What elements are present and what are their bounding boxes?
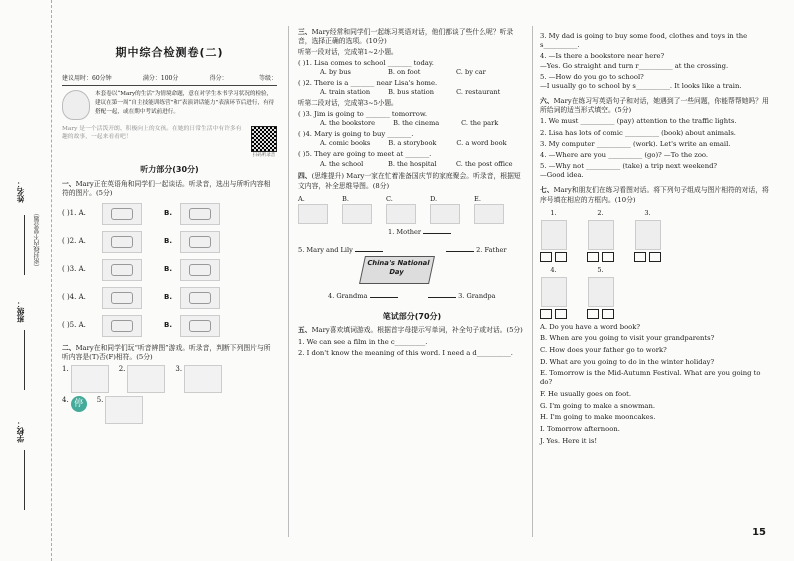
intro-block: [62, 126, 277, 159]
question-text: (思维提升) Mary一家在忙着准备国庆节的家庭聚会。听录音，根据短文内容，补全思维导图。(8分): [298, 172, 521, 190]
option-label: A.: [298, 194, 305, 203]
name-label: 姓名：: [16, 180, 25, 203]
item-number: 4.: [550, 265, 557, 274]
option-b-label: B.: [164, 293, 172, 302]
mc-option[interactable]: A. the bookstore: [320, 119, 376, 128]
item-number: 2.: [118, 365, 126, 374]
microphone-picture: [386, 204, 416, 224]
match-cell: [634, 209, 661, 262]
mc-option[interactable]: C. restaurant: [456, 88, 501, 97]
column-right: [540, 30, 770, 448]
qr-code-icon[interactable]: [251, 126, 277, 152]
intro-text: Mary 是一个活泼开朗、积极向上的女孩。在她的日常生活中有许多有趣的故事，一起来看看吧！: [62, 125, 242, 140]
option-b-picture[interactable]: [180, 203, 220, 225]
qr-label: 扫码听录音: [252, 152, 276, 158]
node-label: 4. Grandma: [328, 291, 368, 300]
pic-option: [474, 195, 512, 224]
mc-item: [298, 130, 526, 148]
option-b-picture[interactable]: [180, 259, 220, 281]
q7-option: G. I'm going to make a snowman.: [540, 401, 655, 410]
answer-box[interactable]: [587, 252, 599, 262]
q7-option: A. Do you have a word book?: [540, 322, 641, 331]
answer-blank[interactable]: [446, 246, 474, 252]
mc-stem: ( )2. There is a _______ near Lisa's home.: [298, 79, 438, 88]
match-cell: [587, 266, 614, 319]
plane-picture: [184, 365, 222, 393]
node-label: 1. Mother: [388, 227, 422, 236]
mc-options: [298, 88, 526, 97]
item-number: 5.: [96, 396, 104, 405]
mind-map-node: [446, 246, 507, 255]
q6-item[interactable]: 1. We must __________ (pay) attention to the traffic lights.: [540, 117, 737, 126]
column-divider: [288, 26, 289, 537]
option-b-label: B.: [164, 209, 172, 218]
mc-option[interactable]: C. the post office: [456, 159, 513, 168]
mc-item: [298, 59, 526, 77]
q2-row-1: [62, 365, 277, 393]
mc-stem: ( )3. Jim is going to _______ tomorrow.: [298, 110, 427, 119]
q4-picture-options: [298, 195, 526, 224]
mc-options: [298, 119, 526, 128]
q7-option: F. He usually goes on foot.: [540, 390, 632, 399]
column-middle: [298, 28, 526, 360]
question-number: 七、: [540, 186, 554, 195]
question-number: 二、: [62, 344, 76, 353]
q6-item[interactable]: 2. Lisa has lots of comic __________ (book) about animals.: [540, 128, 736, 137]
crossing-picture: [105, 396, 143, 424]
mc-item: [298, 150, 526, 168]
option-label: D.: [430, 194, 438, 203]
q1-row: [62, 200, 277, 228]
writing-section-title: 笔试部分(70分): [382, 311, 442, 321]
answer-box[interactable]: [602, 252, 614, 262]
cake-picture: [342, 204, 372, 224]
q7-option: I. Tomorrow afternoon.: [540, 425, 620, 434]
pic-option: [430, 195, 468, 224]
option-b-picture[interactable]: [180, 315, 220, 337]
q5-item[interactable]: 2. I don't know the meaning of this word. I need a d__________.: [298, 348, 513, 357]
column-left: [62, 28, 277, 424]
pic-option: [386, 195, 424, 224]
mind-map-center: China's National Day: [359, 256, 435, 284]
class-line: [24, 330, 25, 390]
option-a-picture[interactable]: [102, 287, 142, 309]
score-field[interactable]: 得分：: [209, 74, 228, 82]
q1-row: [62, 256, 277, 284]
tf-item: [62, 396, 87, 424]
question-text: Mary在练习写英语句子和对话，她遇到了一些问题，你能帮帮她吗？用所给词的适当形式填空。(5分): [540, 97, 769, 115]
page-number: 15: [752, 526, 766, 538]
mc-item: [298, 79, 526, 97]
answer-blank[interactable]: [423, 228, 451, 234]
answer-box[interactable]: [587, 309, 599, 319]
mind-map-node: [298, 246, 383, 255]
mind-map: [298, 228, 526, 308]
q1-picture-rows: [62, 200, 277, 340]
q5-item[interactable]: 5. —How do you go to school? —I usually go to school by s__________. It looks like a train.: [540, 72, 742, 90]
man-picture: [588, 220, 614, 250]
mc-item: [298, 110, 526, 128]
question-number: 五、: [298, 326, 312, 335]
item-number: 1.: [550, 208, 557, 217]
q7-option: B. When are you going to visit your grandparents?: [540, 334, 715, 343]
mc-option[interactable]: C. the park: [461, 119, 499, 128]
match-cell: [540, 209, 567, 262]
q3-items-part2: [298, 110, 526, 168]
mind-map-node: [388, 228, 451, 237]
q7-option: D. What are you going to do in the winter holiday?: [540, 357, 715, 366]
item-number: 1.: [62, 365, 69, 374]
option-a-picture[interactable]: [102, 231, 142, 253]
mc-option[interactable]: B. a storybook: [388, 139, 437, 148]
mc-stem: ( )1. Lisa comes to school _______ today.: [298, 59, 434, 68]
option-a-picture[interactable]: [102, 203, 142, 225]
mc-option[interactable]: B. on foot: [388, 68, 421, 77]
q6-item[interactable]: 4. —Where are you __________ (go)? —To the zoo.: [540, 150, 709, 159]
binding-margin: [0, 0, 52, 561]
option-b-label: B.: [164, 265, 172, 274]
item-number: 2.: [597, 208, 604, 217]
family-picture: [588, 277, 614, 307]
teacher-avatar-icon: [62, 90, 90, 120]
stop-sign-icon: 停: [71, 396, 87, 412]
option-b-label: B.: [164, 321, 172, 330]
mc-stem: ( )4. Mary is going to buy _______.: [298, 130, 414, 139]
option-b-picture[interactable]: [180, 231, 220, 253]
option-b-picture[interactable]: [180, 287, 220, 309]
exam-meta: [62, 75, 277, 86]
full-score: 满分：100分: [142, 74, 179, 82]
people-picture: [127, 365, 165, 393]
road-sign-picture: [71, 365, 109, 393]
name-line: [24, 215, 25, 275]
school-label: 学校：: [16, 420, 25, 443]
tf-item: [62, 365, 109, 393]
q6-item[interactable]: 5. —Why not __________ (take) a trip next weekend? —Good idea.: [540, 162, 718, 180]
teacher-note: [62, 90, 277, 120]
row-label: ( )5. A.: [62, 321, 86, 330]
q2-row-2: [62, 396, 277, 424]
question-number: 四、: [298, 172, 312, 181]
tf-item: [97, 396, 144, 424]
tf-item: [175, 365, 222, 393]
answer-blank[interactable]: [428, 292, 456, 298]
question-text: Mary和朋友们在练习看图对话。将下列句子组成与图片相符的对话，将序号填在相应的方框内。(10分): [540, 186, 769, 204]
book-picture: [635, 220, 661, 250]
row-label: ( )4. A.: [62, 293, 86, 302]
answer-blank[interactable]: [370, 292, 398, 298]
rank-field[interactable]: 等级：: [258, 74, 277, 82]
mind-map-node: [428, 292, 495, 301]
option-label: E.: [474, 194, 481, 203]
mc-option[interactable]: A. train station: [320, 88, 371, 97]
item-number: 3.: [644, 208, 651, 217]
question-text: Mary在和同学们玩“听音辨图”游戏。听录音，判断下列图片与所听内容是(T)否(F)相符。(5分): [62, 344, 271, 362]
mc-option[interactable]: B. the cinema: [393, 119, 440, 128]
question-text: Mary喜欢填词游戏。根据首字母提示写单词，补全句子或对话。(5分): [311, 326, 523, 335]
q5-item[interactable]: 4. —Is there a bookstore near here? —Yes. Go straight and turn r__________ at the crossing.: [540, 52, 729, 70]
tf-item: [119, 365, 166, 393]
question-5: [298, 326, 526, 335]
question-1: [62, 180, 277, 198]
question-text: Mary经常和同学们一起练习英语对话，他们都谈了些什么呢？听录音，选择正确的选项。(10分): [298, 28, 514, 46]
answer-blank[interactable]: [355, 246, 383, 252]
item-number: 4.: [62, 396, 69, 405]
mc-stem: ( )5. They are going to meet at _______.: [298, 150, 432, 159]
q7-pictures-row1: [540, 209, 770, 262]
item-number: 5.: [597, 265, 604, 274]
q6-item[interactable]: 3. My computer __________ (work). Let's write an email.: [540, 139, 731, 148]
column-divider: [532, 26, 533, 537]
q5-item[interactable]: 1. We can see a film in the c_________.: [298, 337, 428, 346]
node-label: 3. Grandpa: [458, 291, 496, 300]
time-suggest: 建议用时：60分钟: [62, 74, 112, 82]
mc-option[interactable]: C. by car: [456, 68, 486, 77]
q1-row: [62, 312, 277, 340]
q3-items-part1: [298, 59, 526, 97]
q3-part1-note: 听第一段对话，完成第1~2小题。: [298, 48, 398, 57]
node-label: 5. Mary and Lily: [298, 245, 353, 254]
node-label: 2. Father: [476, 245, 507, 254]
mc-options: [298, 68, 526, 77]
option-a-picture[interactable]: [102, 315, 142, 337]
option-a-picture[interactable]: [102, 259, 142, 281]
q7-option: J. Yes. Here it is!: [540, 436, 598, 445]
question-4: [298, 172, 526, 190]
q7-option: H. I'm going to make mooncakes.: [540, 413, 656, 422]
option-label: C.: [386, 194, 393, 203]
q1-row: [62, 228, 277, 256]
question-text: Mary正在英语角和同学们一起谈话。听录音，选出与所听内容相符的图片。(5分): [62, 179, 271, 197]
q1-row: [62, 284, 277, 312]
mind-map-node: [328, 292, 398, 301]
row-label: ( )3. A.: [62, 265, 86, 274]
question-number: 一、: [62, 179, 76, 188]
mc-option[interactable]: B. the hospital: [388, 159, 437, 168]
question-number: 六、: [540, 97, 554, 106]
question-2: [62, 344, 277, 362]
class-label: 班级：: [16, 300, 25, 323]
answer-box[interactable]: [540, 252, 552, 262]
question-6: [540, 97, 770, 115]
pic-option: [298, 195, 336, 224]
mc-options: [298, 139, 526, 148]
item-number: 3.: [175, 365, 183, 374]
answer-box[interactable]: [555, 309, 567, 319]
pic-option: [342, 195, 380, 224]
q7-pictures-row2: [540, 266, 770, 319]
q7-options: [540, 323, 770, 446]
answer-box[interactable]: [540, 309, 552, 319]
mc-option[interactable]: B. bus station: [388, 88, 435, 97]
book-picture: [430, 204, 460, 224]
match-cell: [540, 266, 567, 319]
row-label: ( )2. A.: [62, 237, 86, 246]
q6-items: [540, 117, 770, 180]
listening-section-title: 听力部分(30分): [140, 165, 199, 174]
match-cell: [587, 209, 614, 262]
q5-item[interactable]: 3. My dad is going to buy some food, clothes and toys in the s__________.: [540, 32, 748, 50]
q7-option: E. Tomorrow is the Mid-Autumn Festival. What are you going to do?: [540, 369, 761, 387]
mc-option[interactable]: A. comic books: [320, 139, 371, 148]
question-3: [298, 28, 526, 46]
page-title: 期中综合检测卷(二): [115, 46, 224, 59]
food-picture: [298, 204, 328, 224]
q7-option: C. How does your father go to work?: [540, 345, 667, 354]
answer-box[interactable]: [649, 252, 661, 262]
option-b-label: B.: [164, 237, 172, 246]
mc-option[interactable]: A. by bus: [320, 68, 351, 77]
seal-note: （密封线内不要答题）: [34, 210, 41, 270]
mc-option[interactable]: C. a word book: [456, 139, 507, 148]
mc-options: [298, 160, 526, 169]
cart-picture: [474, 204, 504, 224]
note-text: 本套卷以“Mary的生活”为情境命题，意在对学生本书学习状况的检验，建议在第一周“自主技能训练营”和“表演讲话能力”表演环节后进行，有待搭配一起，或在期中考试前进行。: [95, 90, 275, 115]
row-label: ( )1. A.: [62, 209, 86, 218]
question-number: 三、: [298, 28, 312, 36]
snowman-picture: [541, 277, 567, 307]
question-7: [540, 186, 770, 204]
q3-part2-note: 听第二段对话，完成第3~5小题。: [298, 99, 398, 108]
option-label: B.: [342, 194, 349, 203]
mc-option[interactable]: A. the school: [320, 159, 364, 168]
answer-box[interactable]: [555, 252, 567, 262]
school-line: [24, 450, 25, 510]
child-picture: [541, 220, 567, 250]
answer-box[interactable]: [602, 309, 614, 319]
answer-box[interactable]: [634, 252, 646, 262]
